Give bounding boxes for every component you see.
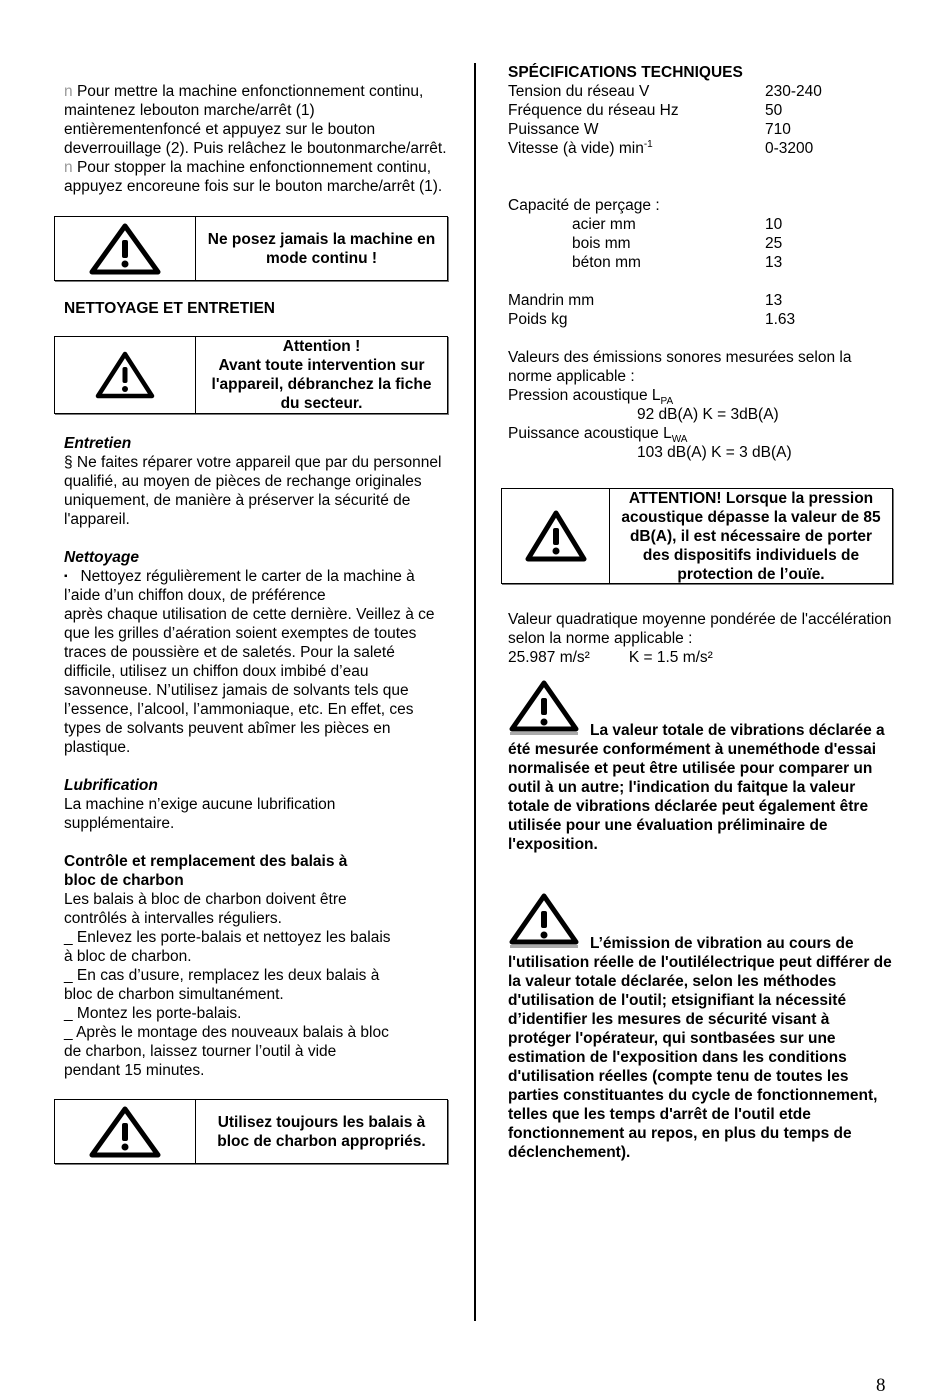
warning-text: Utilisez toujours les balais à bloc de charbon appropriés. bbox=[217, 1113, 426, 1150]
section-title: NETTOYAGE ET ENTRETIEN bbox=[64, 300, 276, 317]
balais-line: _ Montez les porte-balais. bbox=[64, 1005, 242, 1022]
warning-box-continuous bbox=[54, 216, 448, 281]
vib-warning-text-1: La valeur totale de vibrations déclarée a été mesurée conformément à uneméthode d'essai normalisée et peut être utilisée pour comparer un outil à un autre; l'indication du faitque la valeur totale de vibrations déclarée peut également être utilisée pour une évaluation préliminaire de l'exposition. bbox=[508, 722, 885, 853]
bullet-marker: n bbox=[64, 83, 73, 100]
vib-warning-2 bbox=[508, 892, 896, 1162]
left-column bbox=[64, 82, 448, 1164]
spec-row-poids: Poids kg 1.63 bbox=[508, 311, 796, 328]
capacity-row: acier mm 10 bbox=[572, 216, 783, 233]
vib-values: 25.987 m/s² K = 1.5 m/s² bbox=[508, 649, 713, 666]
square-bullet: ▪ bbox=[64, 571, 68, 582]
lubrification-title: Lubrification bbox=[64, 777, 158, 794]
balais-line: _ Après le montage des nouveaux balais à bloc de charbon, laissez tourner l’outil à vide pendant 15 minutes. bbox=[64, 1024, 389, 1079]
entretien-text: § Ne faites réparer votre appareil que par du personnel qualifié, au moyen de pièces de rechange originales uniquement, de manière à préserver la sécurité de l'appareil. bbox=[64, 454, 442, 528]
vib-warning-1 bbox=[508, 679, 896, 854]
warning-text: Ne posez jamais la machine en mode continu ! bbox=[207, 230, 436, 267]
noise-intro: Valeurs des émissions sonores mesurées selon la norme applicable : bbox=[508, 349, 852, 385]
warning-triangle-icon bbox=[55, 1100, 196, 1163]
spec-row-mandrin: Mandrin mm 13 bbox=[508, 292, 783, 309]
pression-label: Pression acoustique $L_{PA}$ bbox=[508, 387, 674, 408]
warning-triangle-icon bbox=[55, 337, 196, 413]
intro-paragraph-1: n Pour mettre la machine enfonctionnement continu, maintenez lebouton marche/arrêt (1) entièrementenfoncé et appuyez sur le bouton deverrouillage (2). Puis relâchez le boutonmarche/arrêt. bbox=[64, 83, 447, 157]
spec-row-speed: Vitesse (à vide) $\min^{-1}$ 0-3200 bbox=[508, 138, 814, 157]
nettoyage-title: Nettoyage bbox=[64, 549, 139, 566]
warning-triangle-icon bbox=[508, 892, 580, 950]
specs-title: SPÉCIFICATIONS TECHNIQUES bbox=[508, 64, 743, 81]
balais-line: _ Enlevez les porte-balais et nettoyez les balais à bloc de charbon. bbox=[64, 929, 391, 965]
spec-row: Fréquence du réseau Hz 50 bbox=[508, 102, 783, 119]
nettoyage-text-1: ▪ Nettoyez régulièrement le carter de la machine à l’aide d’un chiffon doux, de préférence bbox=[64, 568, 415, 604]
capacity-title: Capacité de perçage : bbox=[508, 197, 660, 214]
pression-value: 92 dB(A) K = 3dB(A) bbox=[637, 406, 779, 423]
page-number: 8 bbox=[876, 1375, 886, 1396]
spec-row: Tension du réseau V 230-240 bbox=[508, 83, 822, 100]
capacity-row: bois mm 25 bbox=[572, 235, 783, 252]
right-column bbox=[508, 63, 896, 1162]
vib-intro: Valeur quadratique moyenne pondérée de l'accélération selon la norme applicable : bbox=[508, 611, 892, 647]
puissance-label: Puissance acoustique $L_{WA}$ bbox=[508, 425, 688, 446]
puissance-value: 103 dB(A) K = 3 dB(A) bbox=[637, 444, 792, 461]
entretien-title: Entretien bbox=[64, 435, 132, 452]
lubrification-text: La machine n’exige aucune lubrification supplémentaire. bbox=[64, 796, 336, 832]
spec-row: Puissance W 710 bbox=[508, 121, 791, 138]
warning-triangle-icon bbox=[502, 489, 610, 583]
nettoyage-text-2: après chaque utilisation de cette dernière. Veillez à ce que les grilles d’aération soient exemptes de toutes traces de poussière et de saletés. Pour la saleté difficile, utilisez un chiffon doux imbibé d’eau savonneuse. N’utilisez jamais de solvants tels que l’essence, l’alcool, l’ammoniaque, etc. En effet, ces types de solvants peuvent abîmer les pièces en plastique. bbox=[64, 606, 435, 756]
warning-triangle-icon bbox=[55, 217, 196, 280]
capacity-row: béton mm 13 bbox=[572, 254, 783, 271]
balais-list bbox=[64, 890, 394, 1080]
intro-paragraph-2: n Pour stopper la machine enfonctionnement continu, appuyez encoreune fois sur le bouton marche/arrêt (1). bbox=[64, 159, 443, 195]
warning-box-noise bbox=[501, 488, 893, 584]
warning-text: ATTENTION! Lorsque la pression acoustique dépasse la valeur de 85 dB(A), il est nécessaire de porter des dispositifs individuels de protection de l’ouïe. bbox=[621, 489, 881, 583]
balais-line: _ En cas d’usure, remplacez les deux balais à bloc de charbon simultanément. bbox=[64, 967, 380, 1003]
balais-title: Contrôle et remplacement des balais à bloc de charbon bbox=[64, 853, 348, 889]
warning-box-unplug bbox=[54, 336, 448, 414]
column-divider bbox=[474, 63, 476, 1321]
bullet-marker: n bbox=[64, 159, 73, 176]
warning-text: Attention ! Avant toute intervention sur l'appareil, débranchez la fiche du secteur. bbox=[211, 338, 432, 412]
warning-triangle-icon bbox=[508, 679, 580, 737]
warning-box-balais bbox=[54, 1099, 448, 1164]
balais-line: Les balais à bloc de charbon doivent être contrôlés à intervalles réguliers. bbox=[64, 891, 347, 927]
vib-warning-text-2: L’émission de vibration au cours de l'utilisation réelle de l'outilélectrique peut différer de la valeur totale déclarée, selon les méthodes d'utilisation de l'outil; etsignifiant la nécessité d’identifier les mesures de sécurité visant à protéger l'opérateur, qui sontbasées sur une estimation de l'exposition dans les conditions d'utilisation réelles (compte tenu de toutes les parties constituantes du cycle de fonctionnement, telles que les temps d'arrêt de l'outil etde fonctionnement au repos, en plus du temps de déclenchement). bbox=[508, 935, 892, 1161]
